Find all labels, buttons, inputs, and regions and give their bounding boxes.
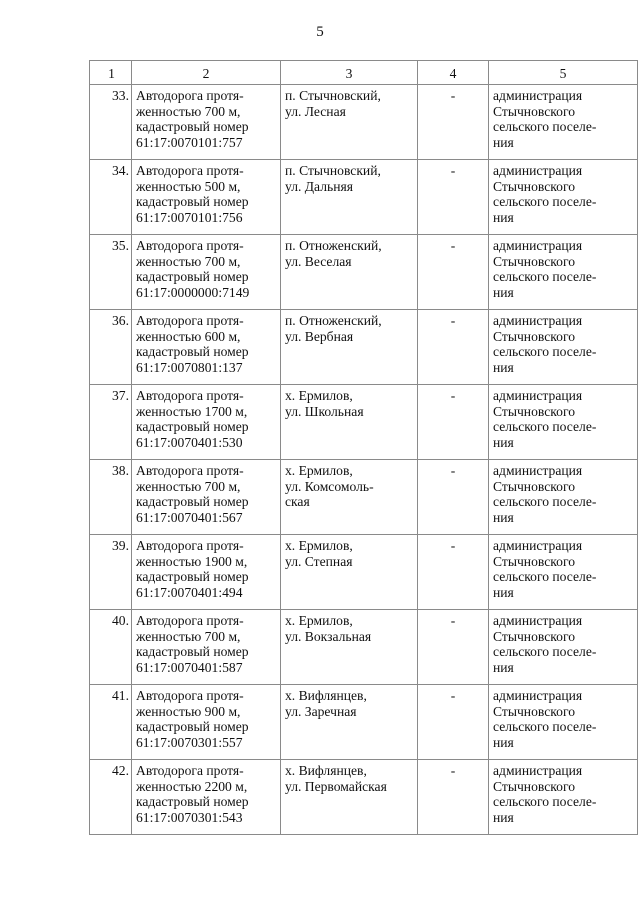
column-header-2: 2: [132, 61, 281, 85]
row-number: 38.: [90, 460, 132, 535]
column-header-4: 4: [418, 61, 489, 85]
road-description: Автодорога протя- женностью 700 м, кадастровый номер 61:17:0000000:7149: [132, 235, 281, 310]
table-row: [90, 760, 638, 835]
row-number: 37.: [90, 385, 132, 460]
page-number: 5: [316, 24, 324, 40]
road-address: х. Ермилов, ул. Комсомоль- ская: [281, 460, 418, 535]
column-4-value: -: [418, 160, 489, 235]
road-description: Автодорога протя- женностью 600 м, кадастровый номер 61:17:0070801:137: [132, 310, 281, 385]
column-4-value: -: [418, 385, 489, 460]
column-header-3: 3: [281, 61, 418, 85]
row-number: 40.: [90, 610, 132, 685]
road-address: х. Вифлянцев, ул. Заречная: [281, 685, 418, 760]
row-number: 42.: [90, 760, 132, 835]
road-address: х. Вифлянцев, ул. Первомайская: [281, 760, 418, 835]
road-owner: администрация Стычновского сельского поселе- ния: [489, 160, 638, 235]
road-owner: администрация Стычновского сельского поселе- ния: [489, 385, 638, 460]
road-address: х. Ермилов, ул. Школьная: [281, 385, 418, 460]
road-owner: администрация Стычновского сельского поселе- ния: [489, 460, 638, 535]
road-owner: администрация Стычновского сельского поселе- ния: [489, 310, 638, 385]
road-address: п. Отноженский, ул. Веселая: [281, 235, 418, 310]
column-4-value: -: [418, 610, 489, 685]
row-number: 39.: [90, 535, 132, 610]
row-number: 41.: [90, 685, 132, 760]
table-row: [90, 310, 638, 385]
road-description: Автодорога протя- женностью 1900 м, кадастровый номер 61:17:0070401:494: [132, 535, 281, 610]
table-body: [90, 85, 638, 835]
row-number: 33.: [90, 85, 132, 160]
column-4-value: -: [418, 460, 489, 535]
road-owner: администрация Стычновского сельского поселе- ния: [489, 760, 638, 835]
row-number: 35.: [90, 235, 132, 310]
road-description: Автодорога протя- женностью 1700 м, кадастровый номер 61:17:0070401:530: [132, 385, 281, 460]
road-description: Автодорога протя- женностью 2200 м, кадастровый номер 61:17:0070301:543: [132, 760, 281, 835]
road-owner: администрация Стычновского сельского поселе- ния: [489, 235, 638, 310]
table-row: [90, 235, 638, 310]
table-row: [90, 385, 638, 460]
table-row: [90, 460, 638, 535]
column-4-value: -: [418, 85, 489, 160]
row-number: 36.: [90, 310, 132, 385]
road-address: х. Ермилов, ул. Вокзальная: [281, 610, 418, 685]
column-header-5: 5: [489, 61, 638, 85]
road-description: Автодорога протя- женностью 700 м, кадастровый номер 61:17:0070101:757: [132, 85, 281, 160]
table-header-row: [90, 61, 638, 85]
road-description: Автодорога протя- женностью 700 м, кадастровый номер 61:17:0070401:587: [132, 610, 281, 685]
row-number: 34.: [90, 160, 132, 235]
roads-registry-table: [89, 60, 638, 835]
road-address: п. Стычновский, ул. Дальняя: [281, 160, 418, 235]
road-owner: администрация Стычновского сельского поселе- ния: [489, 85, 638, 160]
road-owner: администрация Стычновского сельского поселе- ния: [489, 535, 638, 610]
column-4-value: -: [418, 685, 489, 760]
column-header-1: 1: [90, 61, 132, 85]
road-owner: администрация Стычновского сельского поселе- ния: [489, 685, 638, 760]
table-row: [90, 610, 638, 685]
road-owner: администрация Стычновского сельского поселе- ния: [489, 610, 638, 685]
column-4-value: -: [418, 235, 489, 310]
road-description: Автодорога протя- женностью 700 м, кадастровый номер 61:17:0070401:567: [132, 460, 281, 535]
table-row: [90, 85, 638, 160]
table-row: [90, 685, 638, 760]
road-address: п. Стычновский, ул. Лесная: [281, 85, 418, 160]
road-description: Автодорога протя- женностью 900 м, кадастровый номер 61:17:0070301:557: [132, 685, 281, 760]
road-address: п. Отноженский, ул. Вербная: [281, 310, 418, 385]
road-address: х. Ермилов, ул. Степная: [281, 535, 418, 610]
road-description: Автодорога протя- женностью 500 м, кадастровый номер 61:17:0070101:756: [132, 160, 281, 235]
column-4-value: -: [418, 310, 489, 385]
column-4-value: -: [418, 535, 489, 610]
table-row: [90, 160, 638, 235]
column-4-value: -: [418, 760, 489, 835]
table-row: [90, 535, 638, 610]
